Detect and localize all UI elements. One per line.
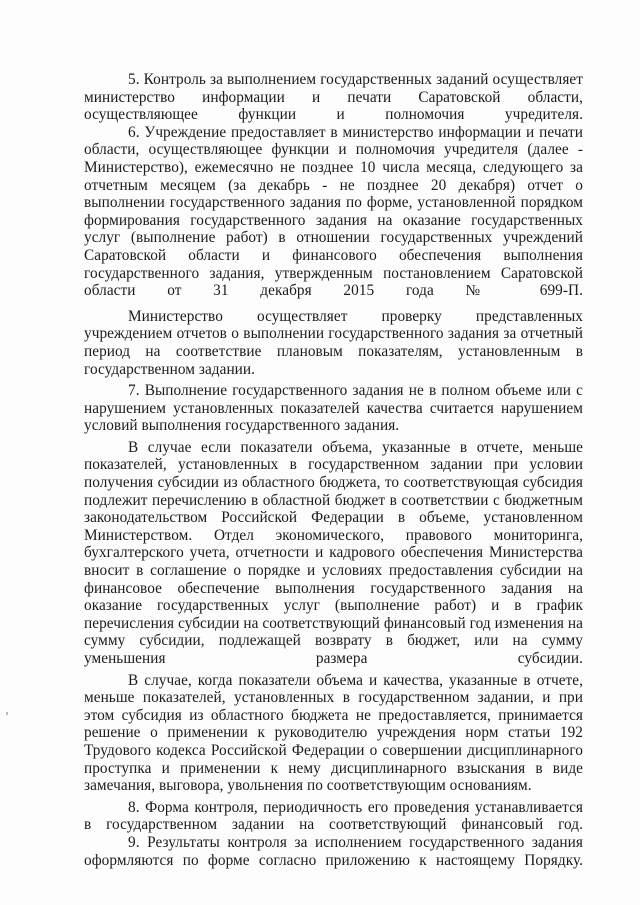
paragraph-volume-indicators: В случае если показатели объема, указанные в отчете, меньше показателей, установленных в государственном задании при условии получения субсидии из областного бюджета, то соответствующая субсидия подлежит перечислению в областной бюджет в соответствии с бюджетным законодательством Российской Федерации в объеме, установленном Министерством. Отдел экономического, правового мониторинга, бухгалтерского учета, отчетности и кадрового обеспечения Министерства вносит в соглашение о порядке и условиях предоставления субсидии на финансовое обеспечение выполнения государственного задания на оказание государственных услуг (выполнение работ) и в график перечисления субсидии на соответствующий финансовый год изменения на сумму субсидии, подлежащей возврату в бюджет, или на сумму уменьшения размера субсидии. [84, 438, 583, 667]
paragraph-item-7: 7. Выполнение государственного задания не в полном объеме или с нарушением установленных показателей качества считается нарушением условий выполнения государственного задания. [84, 382, 583, 435]
paragraph-ministry-check: Министерство осуществляет проверку представленных учреждением отчетов о выполнении государственного задания за отчетный период на соответствие плановым показателям, установленным в государственном задании. [84, 307, 583, 378]
paragraph-item-5: 5. Контроль за выполнением государственных заданий осуществляет министерство информации и печати Саратовской области, осуществляющее функции и полномочия учредителя. [84, 71, 583, 124]
document-body [84, 71, 583, 869]
paragraph-quality-indicators: В случае, когда показатели объема и качества, указанные в отчете, меньше показателей, установленных в государственном задании, и при этом субсидия из областного бюджета не предоставляется, принимается решение о применении к руководителю учреждения норм статьи 192 Трудового кодекса Российской Федерации о совершении дисциплинарного проступка и применении к нему дисциплинарного взыскания в виде замечания, выговора, увольнения по соответствующим основаниям. [84, 671, 583, 795]
scan-speck [6, 712, 8, 715]
paragraph-item-9: 9. Результаты контроля за исполнением государственного задания оформляются по форме согласно приложению к настоящему Порядку. [84, 833, 583, 869]
paragraph-item-6: 6. Учреждение предоставляет в министерство информации и печати области, осуществляющее функции и полномочия учредителя (далее - Министерство), ежемесячно не позднее 10 числа месяца, следующего за отчетным месяцем (за декабрь - не позднее 20 декабря) отчет о выполнении государственного задания по форме, установленной порядком формирования государственного задания на оказание государственных услуг (выполнение работ) в отношении государственных учреждений Саратовской области и финансового обеспечения выполнения государственного задания, утвержденным постановлением Саратовской области от 31 декабря 2015 года № 699-П. [84, 123, 583, 300]
paragraph-item-8: 8. Форма контроля, периодичность его проведения устанавливается в государственном задании на соответствующий финансовый год. [84, 798, 583, 834]
